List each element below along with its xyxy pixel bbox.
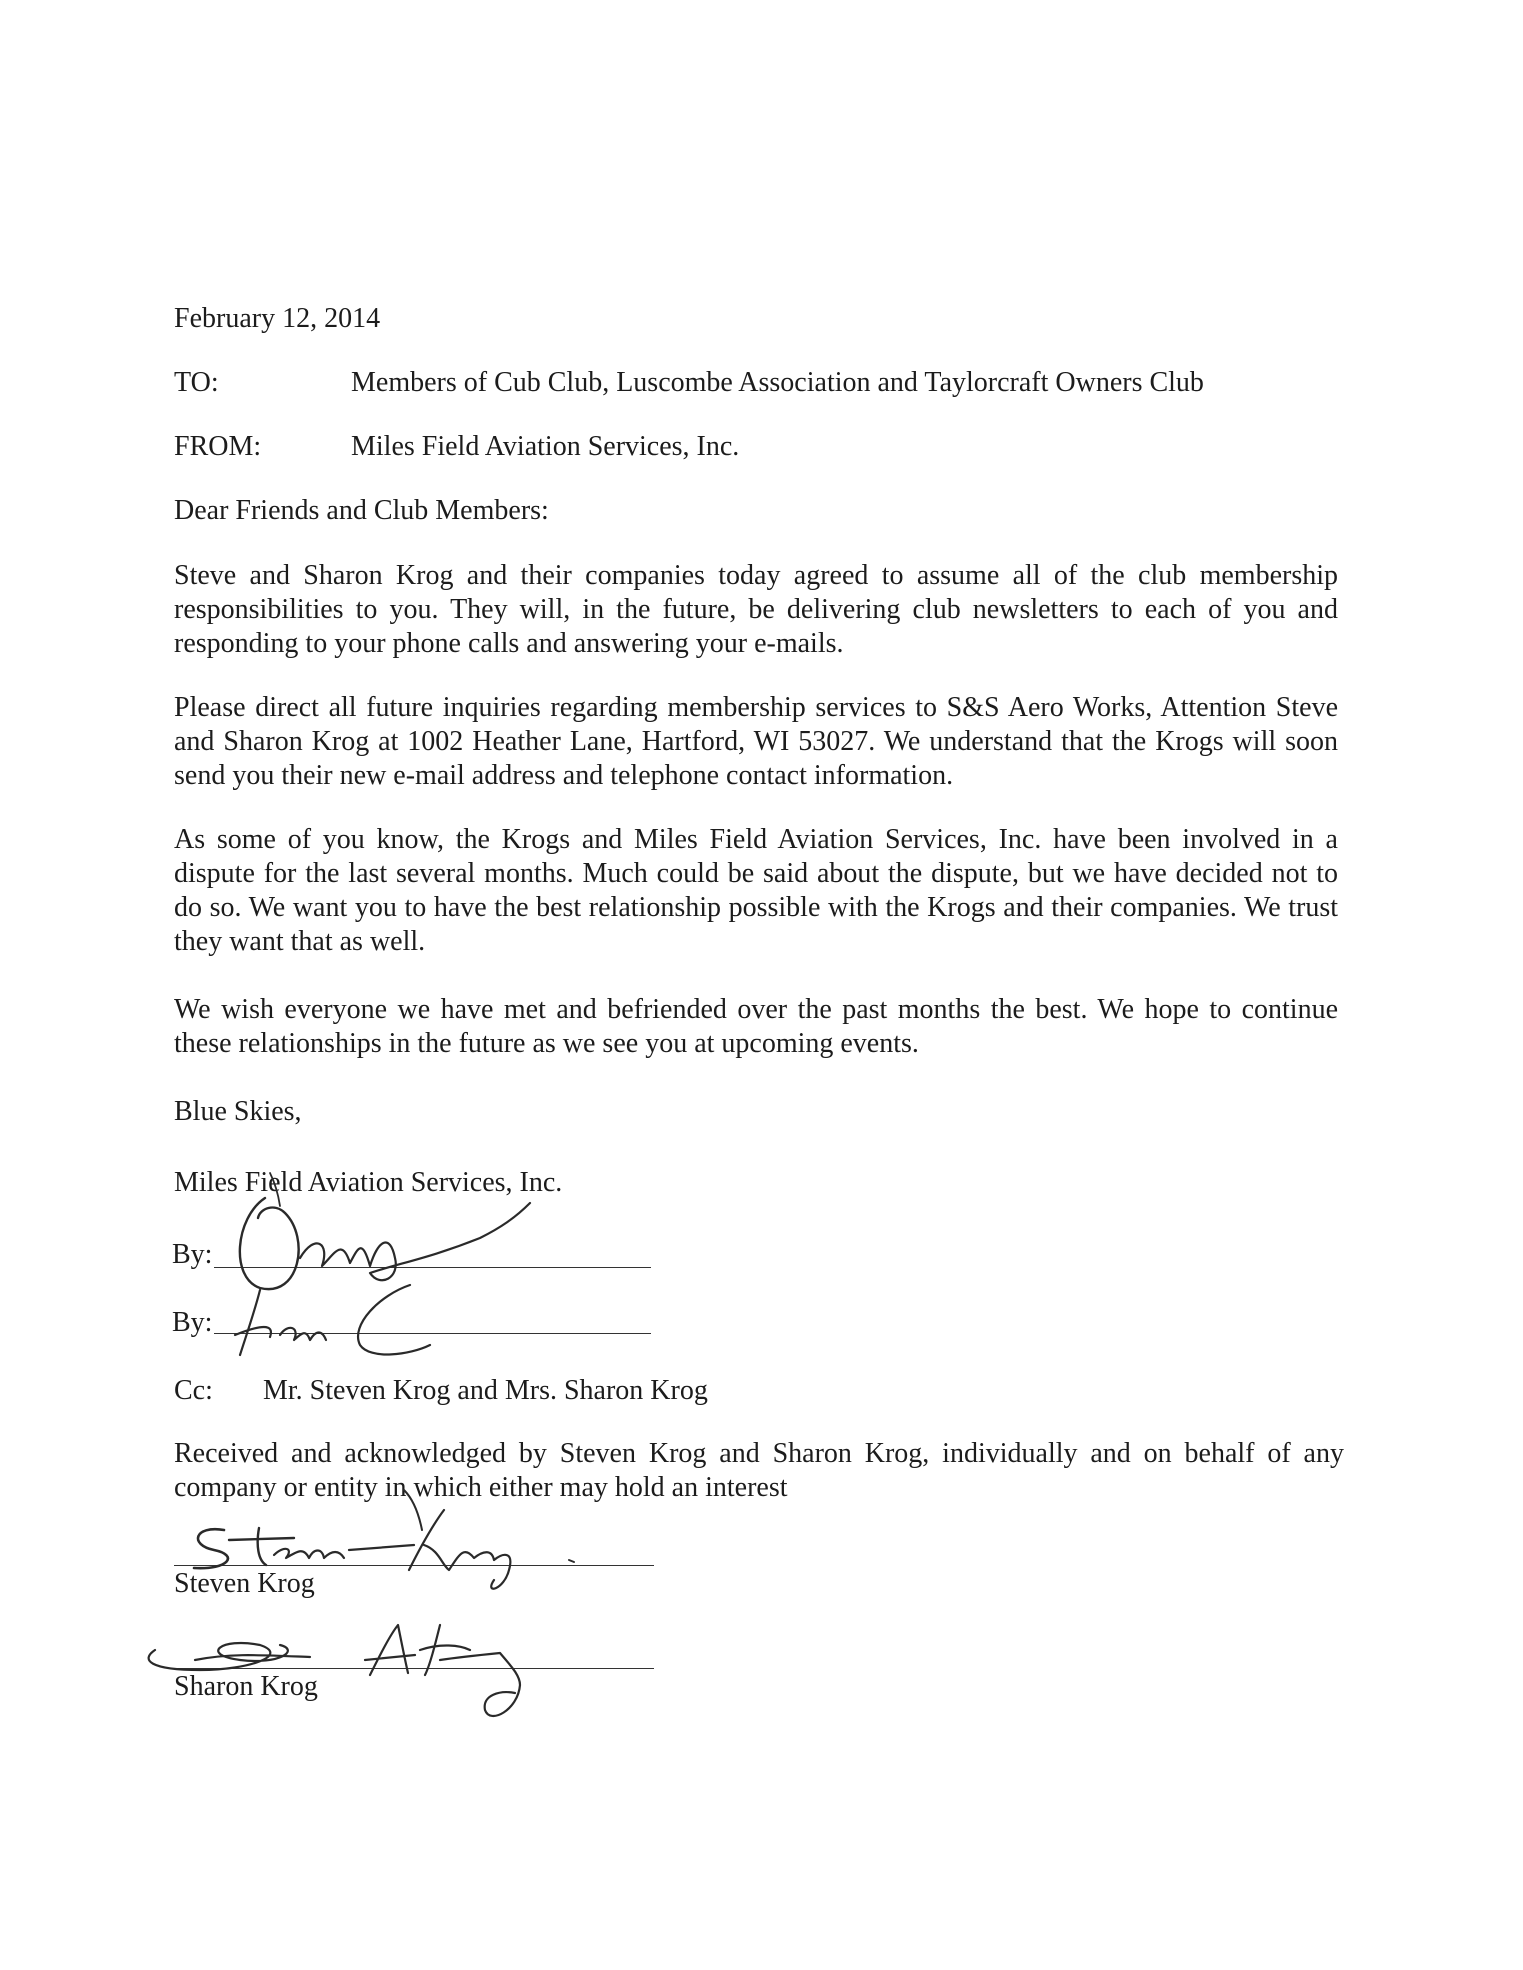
signatory-company: Miles Field Aviation Services, Inc. (174, 1167, 563, 1198)
from-label: FROM: (174, 431, 262, 462)
to-label: TO: (174, 367, 219, 398)
signer-name: Steven Krog (174, 1568, 315, 1599)
acknowledgement-text: Received and acknowledged by Steven Krog and Sharon Krog, individually and on behalf of any company or entity in which either may hold an interest (174, 1438, 1344, 1503)
signer-name: Sharon Krog (174, 1671, 318, 1702)
body-paragraph: Please direct all future inquiries regarding membership services to S&S Aero Works, Attention Steve and Sharon Krog at 1002 Heather Lane, Hartford, WI 53027. We understand that the Krogs will soon send you their new e-mail address and telephone contact information. (174, 692, 1338, 791)
salutation: Dear Friends and Club Members: (174, 495, 549, 526)
by-label: By: (172, 1307, 213, 1338)
body-paragraph: As some of you know, the Krogs and Miles Field Aviation Services, Inc. have been involved in a dispute for the last several months. Much could be said about the dispute, but we have decided not to do so. We want you to have the best relationship possible with the Krogs and their companies. We trust they want that as well. (174, 824, 1338, 957)
cc-label: Cc: (174, 1375, 213, 1406)
to-recipients: Members of Cub Club, Luscombe Association and Taylorcraft Owners Club (351, 367, 1204, 398)
signature-paul (230, 1285, 450, 1365)
from-sender: Miles Field Aviation Services, Inc. (351, 431, 740, 462)
body-paragraph: We wish everyone we have met and befriended over the past months the best. We hope to continue these relationships in the future as we see you at upcoming events. (174, 994, 1338, 1059)
by-label: By: (172, 1239, 213, 1270)
closing: Blue Skies, (174, 1096, 302, 1127)
cc-recipients: Mr. Steven Krog and Mrs. Sharon Krog (263, 1375, 708, 1406)
body-paragraph: Steve and Sharon Krog and their companies today agreed to assume all of the club membership responsibilities to you. They will, in the future, be delivering club newsletters to each of you and responding to your phone calls and answering your e-mails. (174, 560, 1338, 659)
letter-date: February 12, 2014 (174, 303, 381, 334)
